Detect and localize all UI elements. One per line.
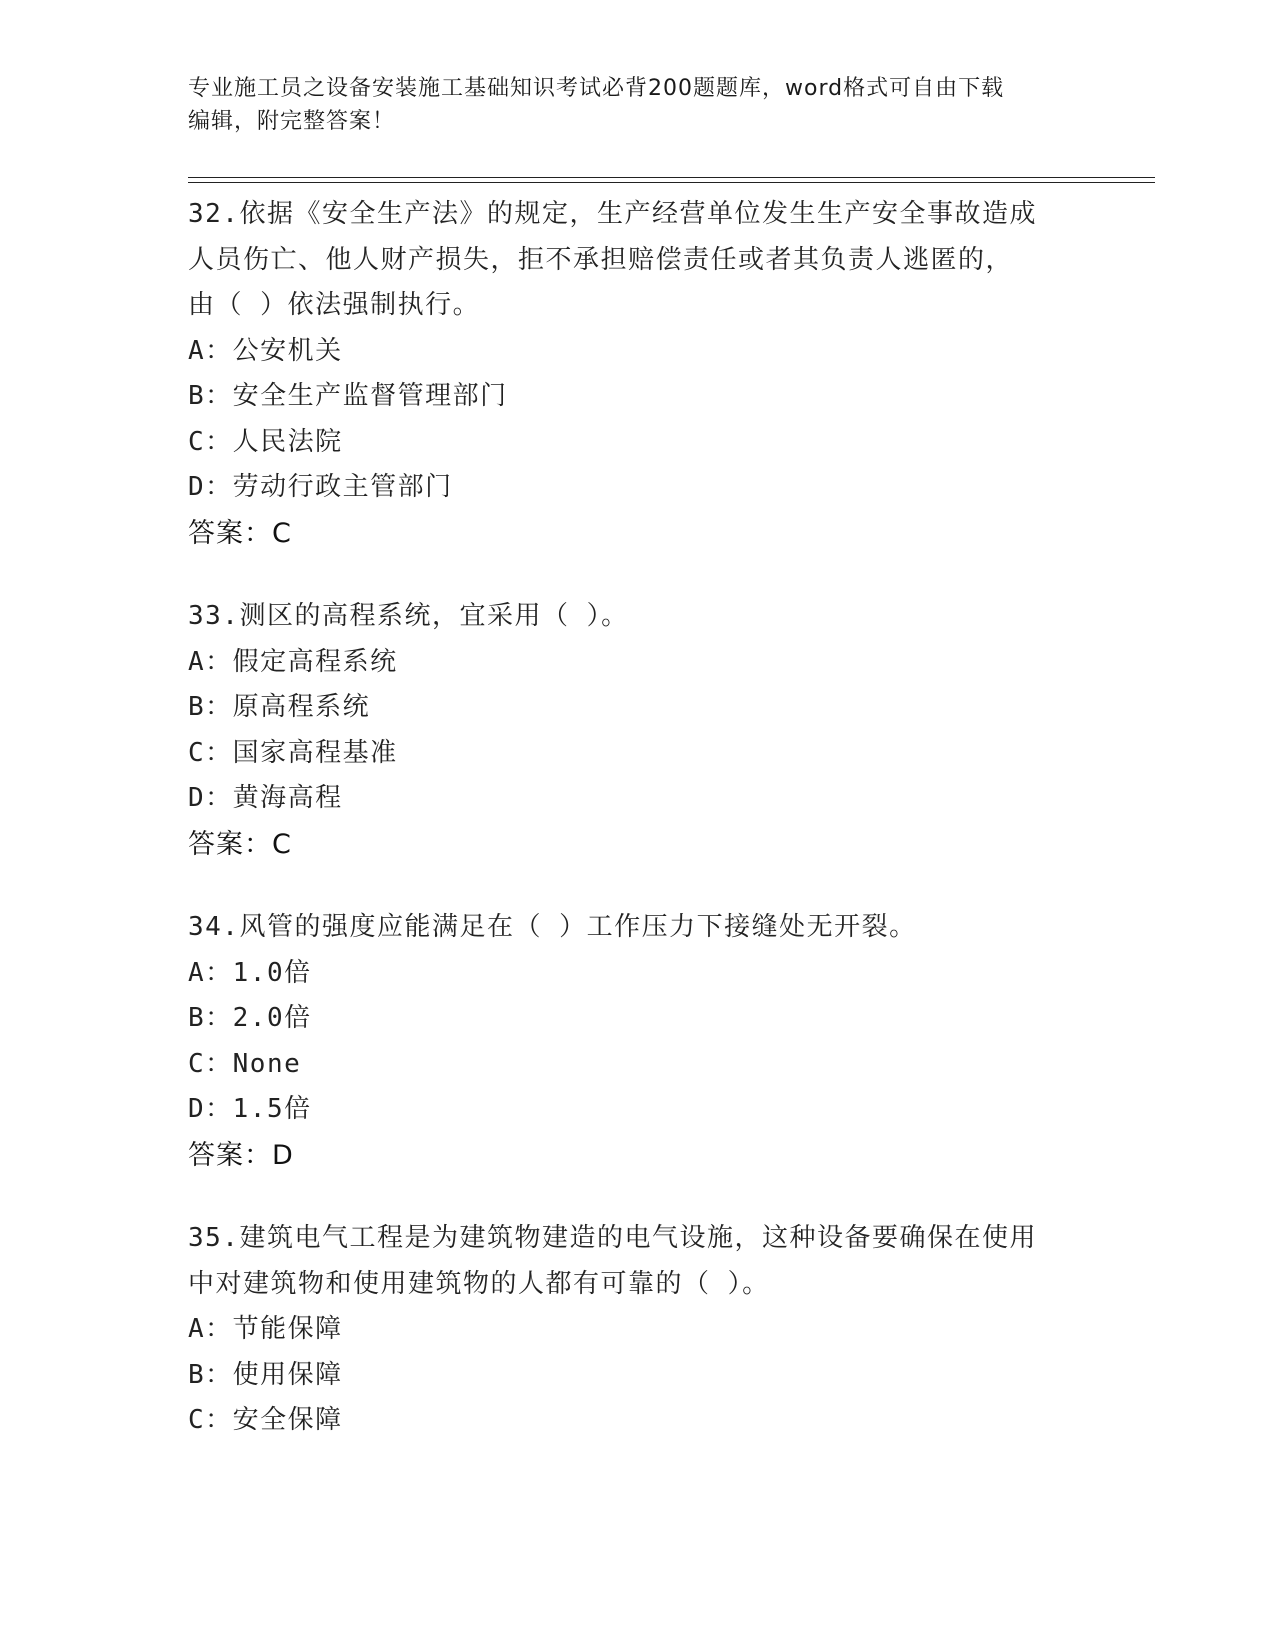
document-header bbox=[188, 72, 1088, 138]
option-a: A：假定高程系统 bbox=[188, 646, 398, 677]
question-34 bbox=[188, 905, 1088, 1178]
question-stem-line: 33.测区的高程系统，宜采用（ ）。 bbox=[188, 601, 629, 631]
question-32 bbox=[188, 192, 1088, 556]
option-c: C：None bbox=[188, 1048, 302, 1079]
header-line-2: 编辑，附完整答案！ bbox=[188, 109, 396, 134]
option-d: D：黄海高程 bbox=[188, 783, 343, 813]
option-a: A：1.0倍 bbox=[188, 957, 312, 988]
question-stem-line: 人员伤亡、他人财产损失，拒不承担赔偿责任或者其负责人逃匿的， bbox=[188, 244, 1014, 275]
option-d: D：1.5倍 bbox=[188, 1094, 312, 1124]
header-divider-top bbox=[188, 177, 1155, 178]
question-stem-line: 由（ ）依法强制执行。 bbox=[188, 290, 481, 320]
option-c: C：人民法院 bbox=[188, 426, 343, 457]
option-a: A：节能保障 bbox=[188, 1314, 343, 1344]
question-stem-line: 35.建筑电气工程是为建筑物建造的电气设施，这种设备要确保在使用 bbox=[188, 1223, 1037, 1253]
question-stem-line: 32.依据《安全生产法》的规定，生产经营单位发生生产安全事故造成 bbox=[188, 199, 1037, 229]
option-d: D：劳动行政主管部门 bbox=[188, 472, 453, 502]
header-divider-bottom bbox=[188, 182, 1155, 183]
question-stem-line: 中对建筑物和使用建筑物的人都有可靠的（ ）。 bbox=[188, 1268, 770, 1299]
answer: 答案：C bbox=[188, 517, 292, 549]
option-b: B：2.0倍 bbox=[188, 1003, 312, 1033]
option-b: B：安全生产监督管理部门 bbox=[188, 381, 508, 411]
question-list bbox=[188, 192, 1088, 1482]
option-c: C：安全保障 bbox=[188, 1405, 343, 1435]
answer: 答案：C bbox=[188, 828, 292, 860]
option-b: B：使用保障 bbox=[188, 1359, 343, 1390]
option-b: B：原高程系统 bbox=[188, 692, 371, 722]
question-35 bbox=[188, 1216, 1088, 1444]
answer: 答案：D bbox=[188, 1139, 294, 1171]
header-line-1: 专业施工员之设备安装施工基础知识考试必背200题题库，word格式可自由下载 bbox=[188, 76, 1005, 101]
question-33 bbox=[188, 594, 1088, 867]
option-c: C：国家高程基准 bbox=[188, 737, 398, 768]
option-a: A：公安机关 bbox=[188, 335, 343, 366]
question-stem-line: 34.风管的强度应能满足在（ ）工作压力下接缝处无开裂。 bbox=[188, 912, 917, 942]
